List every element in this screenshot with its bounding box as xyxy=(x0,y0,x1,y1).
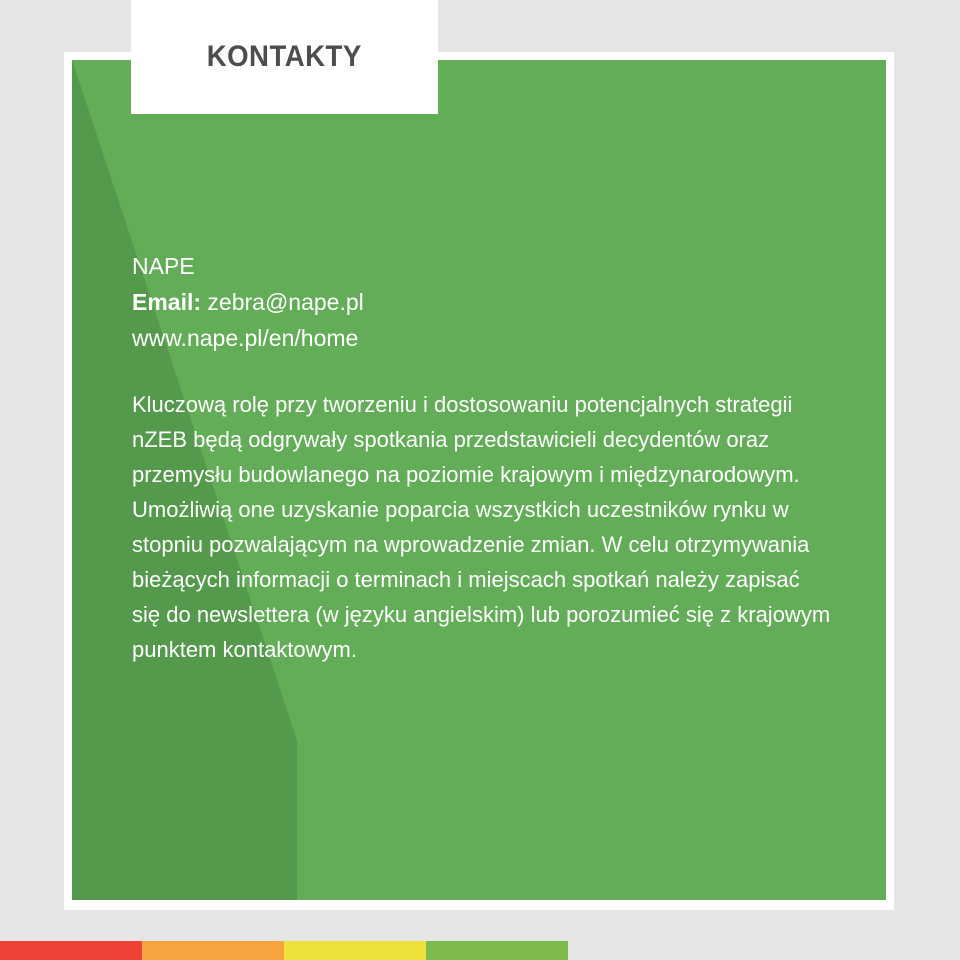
email-line xyxy=(132,284,364,320)
stripe-orange xyxy=(142,941,284,960)
email-label: Email: xyxy=(132,289,202,315)
page-title: KONTAKTY xyxy=(207,40,362,73)
org-name: NAPE xyxy=(132,253,195,279)
description-paragraph: Kluczową rolę przy tworzeniu i dostosowaniu potencjalnych strategii nZEB będą odgrywały spotkania przedstawicieli decydentów oraz przemysłu budowlanego na poziomie krajowym i międzynarodowym. Umożliwią one uzyskanie poparcia wszystkich uczestników rynku w stopniu pozwalającym na wprowadzenie zmian. W celu otrzymywania bieżących informacji o terminach i miejscach spotkań należy zapisać się do newslettera (w języku angielskim) lub porozumieć się z krajowym punktem kontaktowym. xyxy=(132,392,831,662)
contact-block xyxy=(132,248,364,356)
website-link[interactable]: www.nape.pl/en/home xyxy=(132,325,359,351)
stripe-green xyxy=(426,941,568,960)
title-tab xyxy=(131,0,438,114)
email-address[interactable]: zebra@nape.pl xyxy=(207,289,364,315)
color-stripes xyxy=(0,941,568,960)
stripe-red xyxy=(0,941,142,960)
stripe-yellow xyxy=(284,941,426,960)
